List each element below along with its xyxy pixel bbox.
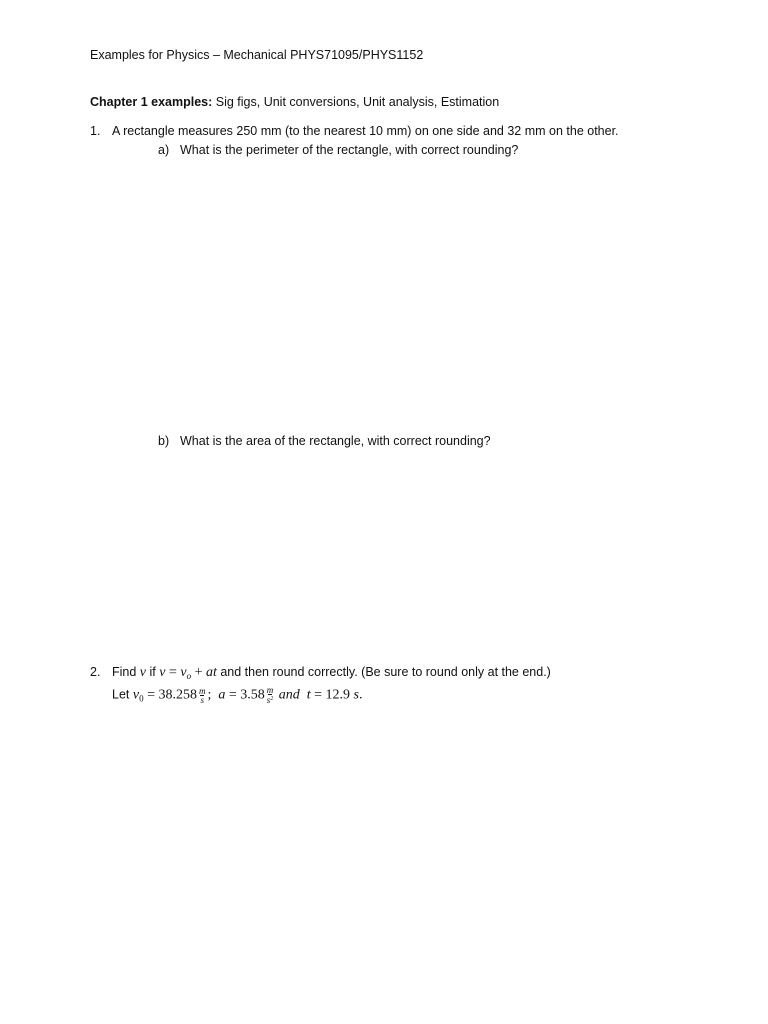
q2-find-prefix: Find	[112, 665, 140, 679]
q2-eq-sub: o	[186, 671, 192, 681]
q2-v0-unit	[199, 687, 206, 704]
q2-eq-equals: =	[165, 665, 181, 680]
question-1-text: A rectangle measures 250 mm (to the nearest 10 mm) on one side and 32 mm on the other.	[112, 124, 619, 138]
q2-if-word: if	[146, 665, 160, 679]
q2-t-var: t	[306, 687, 311, 703]
question-1	[90, 123, 619, 139]
q2-and-word: and	[278, 687, 300, 703]
q2-a-value: = 3.58	[225, 687, 265, 703]
q2-end: .	[358, 687, 363, 703]
q2-v0-unit-den: s	[200, 694, 204, 705]
part-a-text: What is the perimeter of the rectangle, with correct rounding?	[180, 143, 519, 157]
q2-t-unit: s	[353, 687, 359, 703]
q2-a-unit-num: m	[266, 685, 274, 695]
q2-eq-v: v	[180, 665, 187, 680]
q2-find-var: v	[139, 665, 147, 680]
chapter-label: Chapter 1 examples:	[90, 95, 213, 109]
q2-v0-value: = 38.258	[143, 687, 197, 703]
q2-t-value: = 12.9	[310, 687, 354, 703]
q2-a-var: a	[218, 687, 226, 703]
q2-v0-unit-num: m	[198, 685, 206, 696]
question-2-line-1	[90, 664, 551, 684]
question-1-number: 1.	[90, 124, 101, 138]
q2-v0-sub: 0	[139, 693, 144, 704]
q2-let-prefix: Let	[112, 687, 133, 702]
q2-v0-var: v	[132, 687, 140, 703]
question-2-number: 2.	[90, 665, 101, 679]
chapter-heading	[90, 94, 499, 110]
question-1-part-a	[158, 142, 518, 158]
part-b-label: b)	[158, 434, 170, 448]
q2-a-unit-den-exp: 2	[270, 696, 274, 702]
q2-eq-plus: +	[191, 665, 206, 680]
q2-instruction: and then round correctly. (Be sure to round only at the end.)	[216, 665, 551, 679]
question-1-part-b	[158, 433, 491, 449]
part-a-label: a)	[158, 143, 170, 157]
q2-a-unit	[267, 686, 274, 704]
q2-sep1: ;	[207, 687, 215, 703]
part-b-text: What is the area of the rectangle, with correct rounding?	[180, 434, 491, 448]
chapter-topics: Sig figs, Unit conversions, Unit analysis, Estimation	[212, 95, 500, 109]
q2-a-unit-den: s	[266, 695, 271, 705]
question-2-line-2	[112, 686, 362, 706]
document-title: Examples for Physics – Mechanical PHYS71095/PHYS1152	[90, 48, 424, 62]
q2-eq-at: at	[205, 665, 217, 680]
q2-eq-lhs: v	[159, 665, 166, 680]
